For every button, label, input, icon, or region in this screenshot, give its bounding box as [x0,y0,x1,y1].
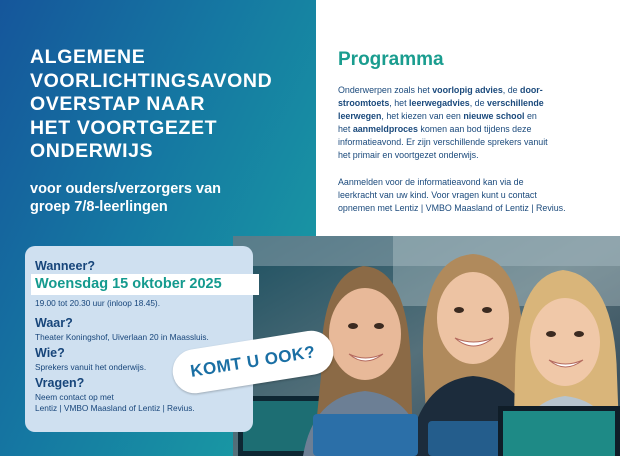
text-run: en [524,111,537,121]
event-date: Woensdag 15 oktober 2025 [35,276,222,292]
event-location: Theater Koningshof, Uiverlaan 20 in Maassluis. [35,332,209,342]
highlight-leerwegadvies: leerwegadvies [409,98,470,108]
questions-heading: Vragen? [35,376,85,390]
title-line: OVERSTAP NAAR [30,93,206,115]
subtitle-line: groep 7/8-leerlingen [30,199,168,215]
event-time: 19.00 tot 20.30 uur (inloop 18.45). [35,298,161,308]
text-run: het [338,124,353,134]
highlight-leerwegen: leerwegen [338,111,382,121]
event-speakers: Sprekers vanuit het onderwijs. [35,362,147,372]
paragraph-line: het primair en voortgezet onderwijs. [338,150,479,160]
paragraph-line: leerkracht van uw kind. Voor vragen kunt u contact [338,190,537,200]
highlight-doorstroomtoets-part1: door- [520,85,543,95]
subtitle-line: voor ouders/verzorgers van [30,181,221,197]
programma-paragraph-1 [338,84,588,162]
programma-paragraph-2 [338,176,588,215]
main-title [30,46,310,164]
paragraph-line [338,110,588,123]
text-run: , het kiezen van een [381,111,464,121]
text-run: , het [389,98,410,108]
who-heading: Wie? [35,346,65,360]
highlight-verschillende: verschillende [487,98,544,108]
highlight-doorstroomtoets-part2: stroomtoets [338,98,390,108]
paragraph-line: opnemen met Lentiz | VMBO Maasland of Lentiz | Revius. [338,203,566,213]
highlight-voorlopig-advies: voorlopig advies [432,85,503,95]
text-run: , de [502,85,521,95]
paragraph-line [338,123,588,136]
subtitle [30,180,300,216]
contact-line-2: Lentiz | VMBO Maasland of Lentiz | Revius. [35,403,195,413]
paragraph-line: informatieavond. Er zijn verschillende sprekers vanuit [338,137,548,147]
highlight-nieuwe-school: nieuwe school [463,111,525,121]
paragraph-line: Aanmelden voor de informatieavond kan via de [338,177,524,187]
text-run: , de [469,98,488,108]
contact-line-1: Neem contact op met [35,392,114,402]
where-heading: Waar? [35,316,73,330]
text-run: Onderwerpen zoals het [338,85,433,95]
text-run: komen aan bod tijdens deze [417,124,532,134]
badge-label: KOMT U OOK? [189,342,317,381]
programma-heading: Programma [338,49,444,70]
highlight-aanmeldproces: aanmeldproces [352,124,418,134]
title-line: ALGEMENE [30,46,146,68]
when-heading: Wanneer? [35,259,95,273]
title-line: VOORLICHTINGSAVOND [30,69,273,92]
paragraph-line [338,84,588,97]
title-line: ONDERWIJS [30,140,154,162]
paragraph-line [338,97,588,110]
title-line: HET VOORTGEZET [30,116,218,139]
